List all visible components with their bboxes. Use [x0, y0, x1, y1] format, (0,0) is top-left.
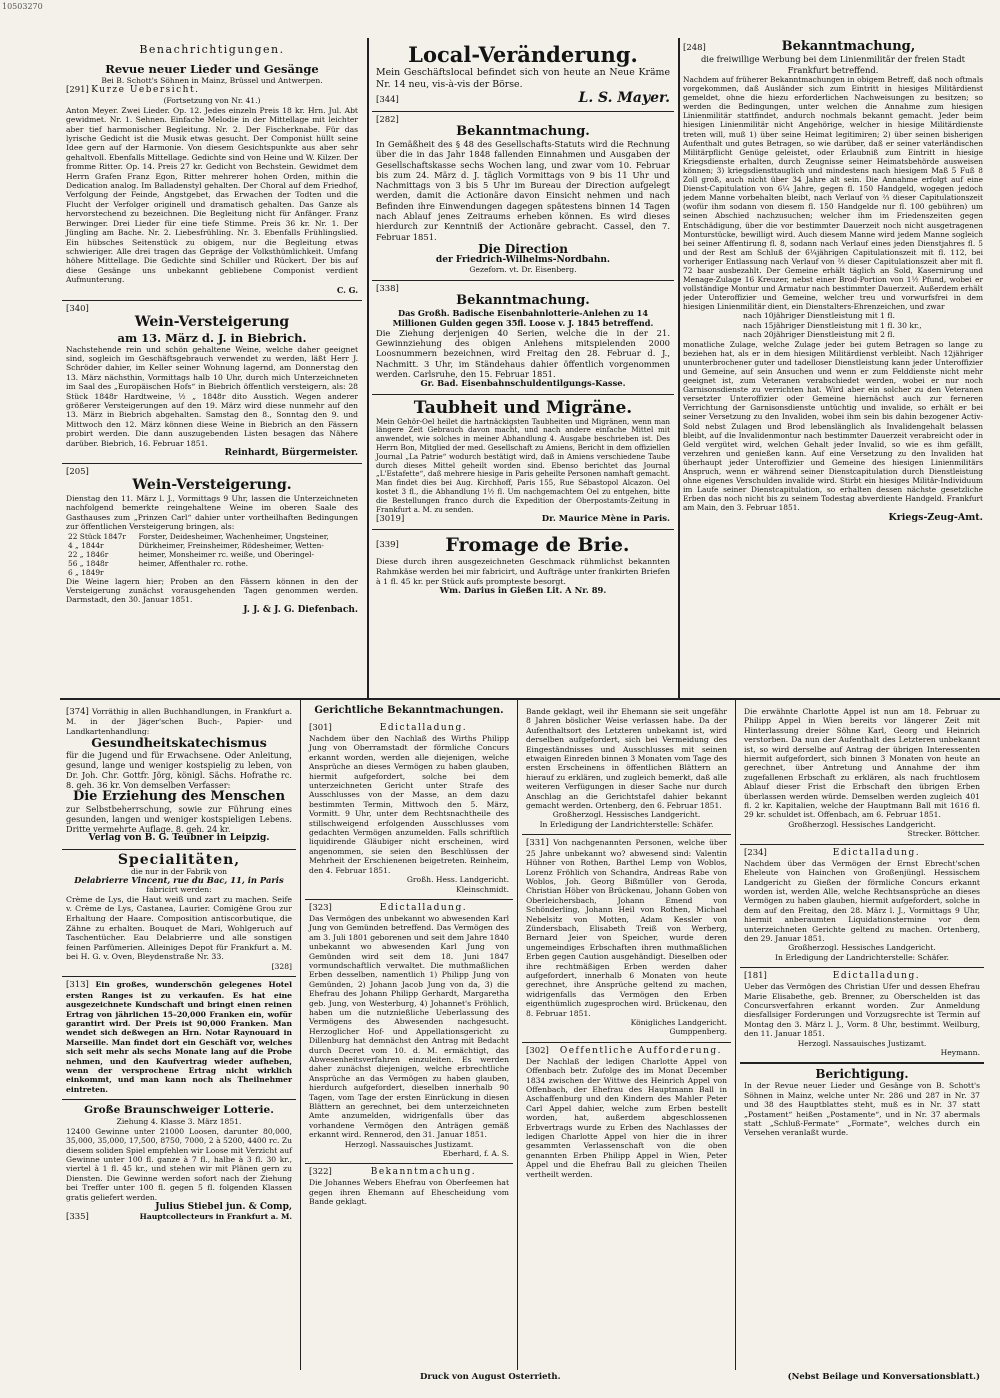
ad-signature: Großh. Hess. Landgericht. — [406, 875, 509, 885]
correction-notice — [740, 1063, 984, 1142]
printer-line: Druck von August Osterrieth. — [420, 1372, 561, 1382]
ad-text: Dienstag den 11. März l. J., Vormittags 9 Uhr, lassen die Unterzeichneten nachfolgend bemerkte reingehaltene Weine im oberen Saale des Gasthauses zum „Prinzen Carl“ dahier unter vortheilhaften Bedingungen zur öffentlichen Versteigerung bringen, als: — [66, 494, 358, 532]
ad-signature: Julius Stiebel jun. & Comp, — [155, 1201, 292, 1212]
ad-signature-name: Eberhard, f. A. S. — [442, 1149, 509, 1159]
ad-subtitle: Kurze Uebersicht. — [91, 85, 200, 96]
ad-signature: L. S. Mayer. — [578, 90, 670, 106]
wine-auction-ad — [62, 301, 362, 464]
court-notice — [522, 704, 731, 835]
column-2 — [372, 40, 674, 696]
ad-publisher: Verlag von B. G. Teubner in Leipzig. — [88, 833, 270, 844]
table-cell: 22 Stück 1847r — [68, 531, 126, 541]
ad-signature: Großherzogl. Hessisches Landgericht. — [552, 810, 701, 820]
ad-title: Gesundheitskatechismus — [91, 735, 267, 751]
page-id: 10503270 — [2, 2, 43, 11]
ad-title: Die Erziehung des Menschen — [72, 789, 286, 805]
section-header: Benachrichtigungen. — [139, 44, 285, 56]
ad-number: [374] — [66, 707, 89, 717]
ad-text: für die Jugend und für Erwachsene. Oder Anleitung, gesund, lange und weniger kostspielig zu leben, von Dr. Joh. Chr. Gottfr. Jörg, königl. Sächs. Hofrathe rc. 8. geh. 36 kr. Von demselben Verfasser: — [66, 750, 292, 791]
ad-title: Edictalladung. — [832, 847, 921, 858]
ad-number: [205] — [66, 467, 89, 477]
court-notice — [740, 968, 984, 1063]
ad-title: Bekanntmachung, — [781, 40, 916, 54]
court-notice — [522, 835, 731, 1043]
specialities-ad — [62, 850, 296, 978]
ad-number: [282] — [376, 115, 399, 125]
ad-title: Wein-Versteigerung — [134, 313, 290, 330]
ad-text: Diese durch ihren ausgezeichneten Geschmack rühmlichst bekannten Rahmkäse werden bei mir fabricirt, und Aufträge unter frankirten Briefen à 1 fl. 45 kr. per Stück aufs prompteste besorgt. — [376, 557, 670, 586]
ad-signature: Gr. Bad. Eisenbahnschuldentilgungs-Kasse. — [420, 378, 626, 389]
ad-number: [291] — [66, 85, 89, 96]
ad-title: Taubheit und Migräne. — [413, 397, 633, 418]
list-item: nach 15jähriger Dienstleistung mit 1 fl. 30 kr., — [743, 320, 922, 330]
ad-number: [3019] — [376, 514, 405, 525]
ad-signature: Herzogl. Nassauisches Justizamt. — [797, 1038, 927, 1048]
ad-publisher: Bei B. Schott's Söhnen in Mainz, Brüssel und Antwerpen. — [101, 76, 323, 85]
ad-text: 12400 Gewinne unter 21000 Loosen, darunter 80,000, 35,000, 35,000, 17,500, 8750, 7000, 2 à 5200, 4400 rc. Zu diesem soliden Spiel empfehlen wir Loose mit Verzicht auf Gewinne unter 100 fl. ganze à 7 fl., halbe à 3 fl. 30 kr., viertel à 1 fl. 45 kr., und stehen wir mit Plänen gern zu Diensten. Die Gewinne werden sofort nach der Ziehung bei Treffer unter 100 fl. gegen 5 fl. folgenden Klassen gratis geliefert werden. — [66, 1126, 292, 1202]
hotel-ad — [62, 977, 296, 1100]
ad-signature: Großherzogl. Hessisches Landgericht. — [788, 819, 936, 829]
ad-number: [234] — [744, 847, 767, 858]
column-3 — [683, 40, 983, 696]
ad-subtitle: fabricirt werden: — [146, 885, 212, 895]
bottom-column-3 — [522, 704, 731, 1368]
ad-text: Vorräthig in allen Buchhandlungen, in Frankfurt a. M. in der Jäger'schen Buch-, Papier- und Landkartenhandlung: — [66, 707, 292, 736]
ad-signature-name: In Erledigung der Landrichterstelle: Schäfer. — [539, 819, 714, 829]
ad-signature: Dr. Maurice Mène in Paris. — [541, 514, 670, 525]
ad-text: Der Nachlaß der ledigen Charlotte Appel von Offenbach betr. Zufolge des im Monat December 1834 zwischen der Wittwe des Heinrich Appel von Offenbach, der Ehefrau des Hauptmann Ball in Aschaffenburg und den Kindern des Mahler Peter Carl Appel dahier, welche zum Erben bestellt worden, hat, außerdem abgeschlossenen Erbvertrags wurde zu Erben des Nachlasses der ledigen Charlotte Appel von hier die in ihrer gesammten Verlassenschaft von die oben genannten Erben Philipp Appel in Wien, Peter Appel und die Ehefrau Ball zu gleichen Theilen vertheilt werden. — [526, 1056, 727, 1179]
local-change-ad — [372, 40, 674, 112]
ad-signature: Reinhardt, Bürgermeister. — [224, 448, 358, 458]
ad-signature: C. G. — [336, 284, 358, 295]
court-notice — [305, 900, 513, 1165]
ad-signature: Kriegs-Zeug-Amt. — [888, 512, 983, 524]
column-1 — [62, 44, 362, 696]
table-row — [66, 568, 358, 577]
ad-signature: Die Direction — [478, 241, 568, 256]
deafness-ad — [372, 395, 674, 531]
ad-text: Crème de Lys, die Haut weiß und zart zu machen. Seife v. Crème de Lys, Castanea, Laurier. Comigène Grou zur Erhaltung der Haare. Composition antiscorbutique, die Zähne zu erhalten. Bouquet de Mari, Wohlgeruch auf Taschentücher. Eau Delabrierre und alle sonstigen feinen Parfümerien. Alleiniges Depot für Frankfurt a. M. bei H. G. v. Oven, Bleydenstraße Nr. 33. — [66, 894, 292, 962]
table-row — [66, 550, 358, 559]
cheese-ad — [372, 530, 674, 600]
ad-subtitle: Das Großh. Badische Eisenbahnlotterie-Anlehen zu 14 Millionen Gulden gegen 35fl. Loose v. J. 1845 betreffend. — [392, 307, 654, 328]
court-notice — [305, 1164, 513, 1211]
ad-text: Die Weine lagern hier; Proben an den Fässern können in den der Versteigerung zunächst vorausgehenden Tagen genommen werden. Darmstadt, den 30. Januar 1851. — [66, 576, 358, 605]
ad-signature-line: der Friedrich-Wilhelms-Nordbahn. — [435, 254, 611, 265]
ad-text: In Gemäßheit des § 48 des Gesellschafts-Statuts wird die Rechnung über die in das Jahr 1848 fallenden Einnahmen und Ausgaben der Gesellschaftskasse sechs Wochen lang, und zwar vom 10. Februar bis zum 24. März d. J. täglich Vormittags von 9 bis 11 Uhr und Nachmittags von 3 bis 5 Uhr im Bureau der Direction aufgelegt werden, damit die Actionäre davon Einsicht nehmen und nach Befinden ihre Einwendungen dagegen spätestens binnen 14 Tagen nach Ablauf jenes Zeitraums erheben können. Es wird dieses hierdurch zur Kenntniß der Actionäre gebracht. Cassel, den 7. Februar 1851. — [376, 139, 670, 242]
ad-title: Revue neuer Lieder und Gesänge — [105, 62, 319, 76]
ad-text: Bande geklagt, weil ihr Ehemann sie seit ungefähr 8 Jahren böslicher Weise verlassen habe. Da der Aufenthaltsort des Letzteren unbekannt ist, wird derselben aufgefordert, sich bei Vermeidung des Eingeständnisses und Ausschlusses mit seinen etwaigen Einreden binnen 3 Monaten vom Tage des ersten Erscheinens in öffentlichen Blättern an hierauf zu erklären, und zugleich bemerkt, daß alle weiteren Verfügungen in dieser Sache nur durch Anschlag an die Gerichtstafel dahier bekannt gemacht werden. Ortenberg, den 6. Februar 1851. — [526, 707, 727, 811]
ad-signature-name: Strecker. Böttcher. — [907, 829, 980, 839]
ad-signature: J. J. & J. G. Diefenbach. — [243, 604, 358, 615]
column-rule — [367, 38, 369, 698]
ad-text: Ein großes, wunderschön gelegenes Hotel ersten Ranges ist zu verkaufen. Es hat eine ausgezeichnete Kundschaft und bringt einen reinen Ertrag von jährlichen 15–20,000 Franken ein, wofür garantirt wird. Der Preis ist 90,000 Franken. Man wendet sich deßwegen an Hrn. Notar Raynouard in Marseille. Man findet dort ein Geschäft vor, welches sich seit mehr als sechs Monate lang auf die Probe nehmen, und den Kaufvertrag wieder aufheben, wenn der versprochene Ertrag nicht wirklich einkommt, und man kann noch als Theilnehmer eintreten. — [66, 980, 292, 1094]
ad-text: Anton Meyer. Zwei Lieder. Op. 12. Jedes einzeln Preis 18 kr. Hrn. Jul. Abt gewidmet. Nr. 1. Sehnen. Einfache Melodie in der Mittellage mit leichter aber tief harmonischer Begleitung. Nr. 2. Der Fischerknabe. Für das lyrische Gedicht ist die Musik etwas gesucht. Der Componist hüllt seine Idee gern auf der Harmonie. Von diesem Gesichtspunkte aus aber sehr gehaltvoll. Ebenfalls Mittellage. Gedichte sind von Heine und W. Kilzer. Der fromme Ritter. Op. 14. Preis 27 kr. Gedicht von Bechstein. Gewidmet dem Herrn Grafen Franz Egon, Ritter mehrerer hohen Orden, mithin die Dedication analog. Im Balladenstyl gehalten. Der Choral auf dem Friedhof, Verfolgung der Feinde, Angstgebet, das Erwachen der Todten und die Flucht der Verfolger originell und dramatisch gehalten. Das Ganze als hervorstechend zu bezeichnen. Die Begleitung nicht für Anfänger. Franz Berwinger. Drei Lieder für eine tiefe Stimme. Preis 36 kr. Nr. 1. Der Jüngling am Bache. Nr. 2. Liebesfrühling. Nr. 3. Ebenfalls Frühlingslied. Ein hübsches Seitenstück zu obigem, nur die Begleitung etwas schwieriger. Alle drei tragen das Gepräge der Volksthümlichkeit. Umfang höhere Mittellage. Die Gedichte sind Schiller und Rückert. Der bis auf diese Gesänge uns unbekannt gebliebene Componist verdient Aufmunterung. — [66, 105, 358, 285]
ad-signature-name: Kleinschmidt. — [456, 884, 509, 894]
ad-firm: Delabrierre Vincent, rue du Bac, 11, in Paris — [74, 875, 284, 886]
ad-title: Bekanntmachung. — [456, 124, 590, 139]
announcement-ad — [372, 112, 674, 281]
table-cell: Dürkheimer, Freinsheimer, Rödesheimer, Wetten- — [138, 540, 324, 550]
supplement-note: (Nebst Beilage und Konversationsblatt.) — [787, 1372, 980, 1382]
column-rule — [300, 700, 301, 1370]
section-header: Gerichtliche Bekanntmachungen. — [314, 705, 504, 716]
ad-number: [248] — [683, 43, 706, 53]
ad-number: [338] — [376, 283, 399, 294]
ad-text: Die Johannes Webers Ehefrau von Oberfeemen hat gegen ihren Ehemann auf Ehescheidung vom Bande geklagt. — [309, 1178, 509, 1207]
table-row — [66, 532, 358, 541]
ad-text: In der Revue neuer Lieder und Gesänge von B. Schott's Söhnen in Mainz, welche unter Nr. 286 und 287 in Nr. 37 und 38 des Hauptblattes steht, muß es in Nr. 37 statt „Postament“ heißen „Postamente“, und in Nr. 37 abermals statt „Schluß-Fermate“ „Formate“, welches durch ein Versehen veranlaßt wurde. — [744, 1081, 980, 1138]
table-cell: heimer, Affenthaler rc. rothe. — [138, 558, 248, 568]
ad-title: Bekanntmachung. — [456, 292, 590, 308]
ad-number: [328] — [271, 962, 292, 971]
column-rule — [678, 38, 680, 698]
ad-title: Specialitäten, — [117, 851, 241, 868]
ad-number: [302] — [526, 1045, 549, 1056]
ad-signature-name: Gumppenberg. — [669, 1027, 727, 1037]
ad-subtitle: die nur in der Fabrik von — [130, 866, 228, 876]
ad-signature-name: In Erledigung der Landrichterstelle: Schäfer. — [775, 952, 949, 962]
ad-title: Edictalladung. — [832, 971, 921, 982]
ad-signature-names: Gezeforn. vt. Dr. Eisenberg. — [469, 265, 577, 275]
ad-text: Nachdem über das Vermögen der Ernst Ebrecht'schen Eheleute von Hainchen von Großenjüngl. Hessischem Landgericht zu Gießen der förmliche Concurs erkannt worden ist, werden Alle, welche Rechtsansprüche an dieses Vermögen zu haben glauben, hiermit aufgefordert, solche in dem auf den Freitag, den 28. März l. J., Vormittags 9 Uhr, hiermit anberaumten Liquidationstermine vor dem unterzeichneten Gerichte geltend zu machen. Ortenberg, den 29. Januar 1851. — [744, 858, 980, 943]
ad-number: [323] — [309, 902, 332, 913]
table-row — [66, 559, 358, 568]
court-notice — [305, 720, 513, 900]
table-cell: 22 „ 1846r — [68, 549, 109, 559]
bottom-column-1 — [62, 704, 296, 1368]
ad-continuation: (Fortsetzung von Nr. 41.) — [163, 96, 261, 106]
book-ad — [62, 704, 296, 850]
ad-number: [344] — [376, 95, 399, 105]
ad-text: Mein Gehör-Oel heilet die hartnäckigsten Taubheiten und Migränen, wenn man längere Zeit Gebrauch davon macht, und nach andere einfache Mittel mit anwendet, wie solches in meiner Abhandlung 4. Ausgabe beschrieben ist. Des Herrn Bon, Mitglied der med. Gesellschaft zu Amiens, Bericht in dem offiziellen Journal „La Patrie“ wodurch bestätigt wird, daß in Amiens verschiedene Taube durch dieses Mittel geheilt worden sind. Ebenso berichtet das Journal „L'Estafette“, daß mehrere hiesige in Paris geheilte Personen namhaft gemacht. Man findet dies bei Aug. Kirchhoff, Paris 155, Rue Sébastopol Alcazon. Oel kostet 3 fl., die Abhandlung 1½ fl. Um nachgemachtem Oel zu entgehen, bitte die Bestellungen franco durch die Expedition der Oberpostamts-Zeitung in Frankfurt a. M. zu senden. — [376, 416, 670, 514]
ad-signature: Großherzogl. Hessisches Landgericht. — [788, 943, 936, 953]
ad-number: [301] — [309, 723, 332, 733]
ad-number: [335] — [66, 1211, 89, 1222]
lottery-announcement-ad — [372, 281, 674, 395]
table-cell: Forster, Deidesheimer, Wachenheimer, Ungsteiner, — [138, 531, 329, 541]
ad-text: Das Vermögen des unbekannt wo abwesenden Karl Jung von Gemünden betreffend. Das Vermögen des am 3. Juli 1801 geborenen und seit dem Jahre 1840 unbekannt wo abwesenden Karl Jung von Gemünden wird seit dem 18. Juni 1847 vormundschaftlich verwaltet. Die muthmaßlichen Erben desselben, namentlich 1) Philipp Jung von Gemünden, 2) Johann Jacob Jung von da, 3) die Ehefrau des Johann Philipp Gerhardt, Margaretha geb. Jung, von Westerburg, 4) Johannet's Fröhlich, haben um die nutznießliche Ueberlassung des Vermögens des Abwesenden nachgesucht. Herzoglicher Hof- und Appellationsgericht zu Dillenburg hat demnächst den Antrag mit Bedacht durch Decret vom 10. d. M. ermächtigt, das Abwesenheitsverfahren einzuleiten. Es werden daher zunächst diejenigen, welche erbrechtliche Ansprüche an das Vermögen zu haben glauben, hierdurch aufgefordert, dieselben innerhalb 90 Tagen, vom Tage der ersten Einrückung in diesen Blättern an gerechnet, bei dem unterzeichneten Amte anzumelden, widrigenfalls über das vorhandene Vermögen den Anträgen gemäß erkannt wird. Rennerod, den 31. Januar 1851. — [309, 913, 509, 1140]
column-rule — [517, 700, 518, 1370]
ad-text: Die erwähnte Charlotte Appel ist nun am 18. Februar zu Philipp Appel in Wien bereits vor längerer Zeit mit Hinterlassung dreier Söhne Karl, Georg und Heinrich verstorben. Da nun der Aufenthalt des Letzteren unbekannt ist, so wird derselbe auf Antrag der übrigen Interessenten hiermit aufgefordert, sich binnen 3 Monaten von heute an gerechnet, über Antretung und Annahme der ihm zugefallenen Erbschaft zu erklären, als nach fruchtlosem Ablauf dieser Frist die Erbschaft den übrigen Erben überlassen werden würde. Demselben werden zugleich 401 fl. 2 kr. Kapitalien, welche der Hauptmann Ball mit 1616 fl. 29 kr. schuldet ist. Offenbach, am 6. Februar 1851. — [744, 707, 980, 820]
ad-text: Ueber das Vermögen des Christian Ufer und dessen Ehefrau Marie Elisabethe, geb. Brenner, zu Oberschelden ist das Concursverfahren erkannt worden. Zur Anmeldung diesfallsiger Forderungen und Vorzugsrechte ist Termin auf Montag den 3. März l. J., Vorm. 8 Uhr, bestimmt. Weilburg, den 11. Januar 1851. — [744, 982, 980, 1039]
ad-text: Die Ziehung derjenigen 40 Serien, welche die in der 21. Gewinnziehung des obigen Anlehens mitspielenden 2000 Loosnummern bezeichnen, wird Freitag den 28. Februar d. J., Nachmitt. 3 Uhr, im Ständehaus dahier öffentlich vorgenommen werden. Carlsruhe, den 15. Februar 1851. — [376, 327, 670, 379]
service-list — [683, 311, 983, 339]
ad-title: Edictalladung. — [379, 902, 468, 913]
ad-number: [331] — [526, 838, 549, 849]
ad-number: [322] — [309, 1167, 332, 1178]
ad-title: Große Braunschweiger Lotterie. — [84, 1104, 274, 1117]
ad-title: Fromage de Brie. — [445, 534, 630, 557]
list-item: nach 20jähriger Dienstleistung mit 2 fl. — [743, 330, 895, 340]
ad-subtitle: Ziehung 4. Klasse 3. März 1851. — [116, 1117, 242, 1127]
bottom-column-2 — [305, 704, 513, 1368]
ad-signature-name: Heymann. — [940, 1048, 980, 1057]
table-row — [66, 541, 358, 550]
court-notice — [740, 704, 984, 845]
ad-text: Von nachgenannten Personen, welche über 25 Jahre unbekannt wo? abwesend sind: Valentin Hühner von Rothen, Barthel Lemp von Woblos, Lorenz Fröhlich von Schandra, Andreas Rabe von Woblos, Joh. Georg Bißmüller von Geroda, Christian Höber von Brückenau, Johann Goben von Oberleichersbach, Johann Emend von Schönderling, Johann Heil von Rothen, Michael Nebelsitz von Motten, Adam Kessler von Zündersbach, Elisabeth Treiß von Werberg, Bernard Jeier von Speicher, wurde deren ungemeindiges Erbschaften ihren muthmaßlichen Erben gegen Caution ausgehändigt. Dieselben oder ihre rechtmäßigen Erben werden daher aufgefordert, innerhalb 6 Monaten von heute gerechnet, ihre Ansprüche geltend zu machen, widrigenfalls das Vermögen den Erben eigenthümlich zugesprochen wird. Brückenau, den 8. Februar 1851. — [526, 838, 727, 1018]
column-rule — [735, 700, 736, 1370]
bottom-column-4 — [740, 704, 984, 1368]
revue-ad — [62, 59, 362, 301]
ad-number: [340] — [66, 303, 89, 314]
ad-signature: Königliches Landgericht. — [630, 1018, 727, 1027]
ad-text: Nachdem über den Nachlaß des Wirths Philipp Jung von Oberramstadt der förmliche Concurs erkannt worden, werden alle diejenigen, welche Ansprüche an dieses Vermögen zu haben glauben, hiermit aufgefordert, solche bei dem unterzeichneten Gericht unter Strafe des Ausschlusses von der Masse, an dem dazu bestimmten Termin, Mittwoch den 5. März, Vormitt. 9 Uhr, unter dem Rechtsnachtheile des stillschweigend erfolgenden Ausschlusses vom gedachten Vermögen anzumelden. Falls schriftlich liquidirende Gläubiger nicht erscheinen, wird angenommen, sie seien den Beschlüssen der Mehrheit der Erschienenen beigetreten. Reinheim, den 4. Februar 1851. — [309, 734, 509, 875]
table-cell: 4 „ 1844r — [68, 540, 104, 550]
list-item: nach 10jähriger Dienstleistung mit 1 fl. — [743, 311, 895, 321]
ad-text: Mein Geschäftslocal befindet sich von heute an Neue Kräme Nr. 14 neu, vis-à-vis der Börse. — [376, 67, 670, 90]
ad-number: [313] — [66, 980, 89, 991]
ad-subtitle: am 13. März d. J. in Biebrich. — [117, 330, 307, 345]
section-rule — [60, 698, 1000, 700]
ad-text: Nachstehende rein und schön gehaltene Weine, welche daher geeignet sind, sogleich im Geschäftsgebrauch verwendet zu werden, läßt Herr J. Schröder dahier, im Keller seiner Wohnung lagernd, am Donnerstag den 13. März nächsthin, Vormittags halb 10 Uhr, durch mich Unterzeichneten im Saal des „Europäischen Hofs“ in Biebrich öffentlich versteigern, als: 28 Stück 1848r Hardtweine, ½ „ 1848r dito Ausstich. Wegen anderer größerer Versteigerungen auf den 19. März wird diese nunmehr auf den 13. März in Biebrich abgehalten. Samstag den 8., Sonntag den 9. und Mittwoch den 12. März können diese Weine in Biebrich an den Fässern probirt werden. Die dann auszugebenden Listen besagen das Nähere darüber. Biebrich, 16. Februar 1851. — [66, 344, 358, 448]
ad-number: [339] — [376, 540, 399, 551]
ad-title: Berichtigung. — [815, 1067, 909, 1082]
ad-signature: Herzogl. Nassauisches Justizamt. — [344, 1139, 474, 1149]
ad-text: zur Selbstbeherrschung, sowie zur Führung eines gesunden, langen und weniger kostspieligen Lebens. Dritte vermehrte Auflage. 8. geh. 24 kr. — [66, 804, 292, 835]
ad-subtitle: die freiwillige Werbung bei dem Linienmilitär der freien Stadt Frankfurt betreffend. — [700, 54, 966, 75]
ad-title: Local-Veränderung. — [408, 42, 638, 67]
ad-title: Bekanntmachung. — [370, 1167, 477, 1178]
lottery-ad — [62, 1100, 296, 1227]
footer — [0, 1372, 1000, 1386]
court-notice — [522, 1043, 731, 1184]
table-cell — [137, 568, 358, 577]
table-cell: heimer, Monsheimer rc. weiße, und Oberingel- — [138, 549, 314, 559]
ad-text: Nachdem auf früherer Bekanntmachungen in obigem Betreff, daß noch oftmals vorgekommen, daß Ausländer sich zum Eintritt in hiesiges Militärdienst gemeldet, ohne die hiezu erforderlichen Nachweisungen zu besitzen; so werden die Bedingungen, unter welchen die Annahme zum hiesigen Linienmilitär stattfindet, andurch nochmals bekannt gemacht. Jeder beim hiesigen Linienmilitär nicht Angehörige, welcher in hiesige Militärdienste treten will, muß 1) über seine Heimat legitimiren; 2) über seinen bisherigen Aufenthalt und gutes Betragen, so wie darüber, daß er seiner vaterländischen Militärpflicht Genüge geleistet, oder Erlaubniß zum Eintritt in hiesige Kriegsdienste erhalten, durch Zeugnisse seiner Heimatsbehörde ausweisen können; 3) kriegsdiensttauglich und mindestens nach hiesigem Maß 5 Fuß 8 Zoll groß, auch nicht über 34 Jahre alt sein. Die Annahme erfolgt auf eine Dienst-Capitulation von 6¼ Jahre, gegen fl. 150 Handgeld, wogegen jedoch jedem Manne vorbehalten bleibt, nach Verlauf von ⅔ dieser Capitulationszeit (wofür ihm sodann von diesem fl. 150 Handgelde nur fl. 100 gebühren) um seinen Abschied nachzusuchen; welcher ihm im Friedenszeiten gegen Entschädigung, über die vor bestimmter Dauerzeit noch nicht ausgetragenen Monturstücke, bewilligt wird. Auch diesem Manne wird jedem Manne sogleich bei seiner Affentirung fl. 8, sodann nach Verlauf eines jeden Dienstjahres fl. 5 und der Rest am Schluß der 6¼jährigen Capitulationszeit mit fl. 112, bei vorheriger Entlassung nach Verlauf von ⅔ dieser Capitulationszeit aber mit fl. 72 baar ausbezahlt. Der Gemeine erhält täglich an Sold, Kasernirung und Menage-Zulage 16 Kreuzer, nebst einer Brod-Portion von 1½ Pfund, wobei er vollständige Montur und Armatur nach bestimmter Dauerzeit. Außerdem erhält jeder Unteroffizier und Gemeine, welcher treu und vorwurfsfrei in dem hiesigen Linienmilitär dient, ein Dienstalters-Ehrenzeichen, und zwar — [683, 75, 983, 312]
wine-auction-ad-2 — [62, 464, 362, 620]
table-cell: 6 „ 1849r — [68, 567, 104, 577]
court-notice — [740, 845, 984, 968]
ad-text: monatliche Zulage, welche Zulage jeder bei gutem Betragen so lange zu beziehen hat, als er in dem hiesigen Militärdienst verbleibt. Nach 12jähriger ununterbrochener guter und tadelloser Dienstleistung kann jeder Unteroffizier und Gemeine, auf sein Ansuchen und wenn er zum Felddienste nicht mehr geeignet ist, zum Veteranen verabschiedet werden, wobei er nur noch Garnisonsdienste zu verrichten hat. Wird aber ein solcher zu den Veteranen versetzter Unteroffizier oder Gemeine hiernächst auch zur ferneren Verrichtung der Garnisonsdienste untüchtig und invalide, so erhält er bei seiner Versetzung zu den Invaliden, wobei ihm sein bis dahin bezogener Activ-Sold nebst Zulagen und Brod lebenslänglich als Invalidengehalt belassen bleibt, auf die Invalidenmontur nach bestimmter Dauerzeit verabreicht oder in Geld vergütet wird, welchen Gehalt jeder Invalid, so wie es ihm gefällt, verzehren und genießen kann. Auf eine Versetzung zu den Invaliden hat überhaupt jeder Unteroffizier und Gemeine des hiesigen Linienmilitärs Anspruch, wenn er während seiner Dienstcapitulation durch Dienstleistung ohne eigenes Verschulden invalide wird. Stirbt ein hiesiges Militär-Individuum im Laufe seiner Dienstcapitulation, so erhalten dessen nächste gesetzliche Erben das noch nicht bis zu seinem Todestag abverdiente Handgeld. Frankfurt am Main, den 3. Februar 1851. — [683, 339, 983, 513]
wine-table — [66, 532, 358, 577]
ad-title: Oeffentliche Aufforderung. — [559, 1045, 723, 1056]
ad-title: Wein-Versteigerung. — [132, 477, 292, 493]
ad-number: [181] — [744, 971, 767, 982]
ad-signature-line: Hauptcollecteurs in Frankfurt a. M. — [139, 1211, 292, 1221]
ad-signature: Wm. Darius in Gießen Lit. A Nr. 89. — [439, 585, 607, 596]
table-cell: 56 „ 1848r — [68, 558, 109, 568]
ad-title: Edictalladung. — [379, 723, 468, 733]
